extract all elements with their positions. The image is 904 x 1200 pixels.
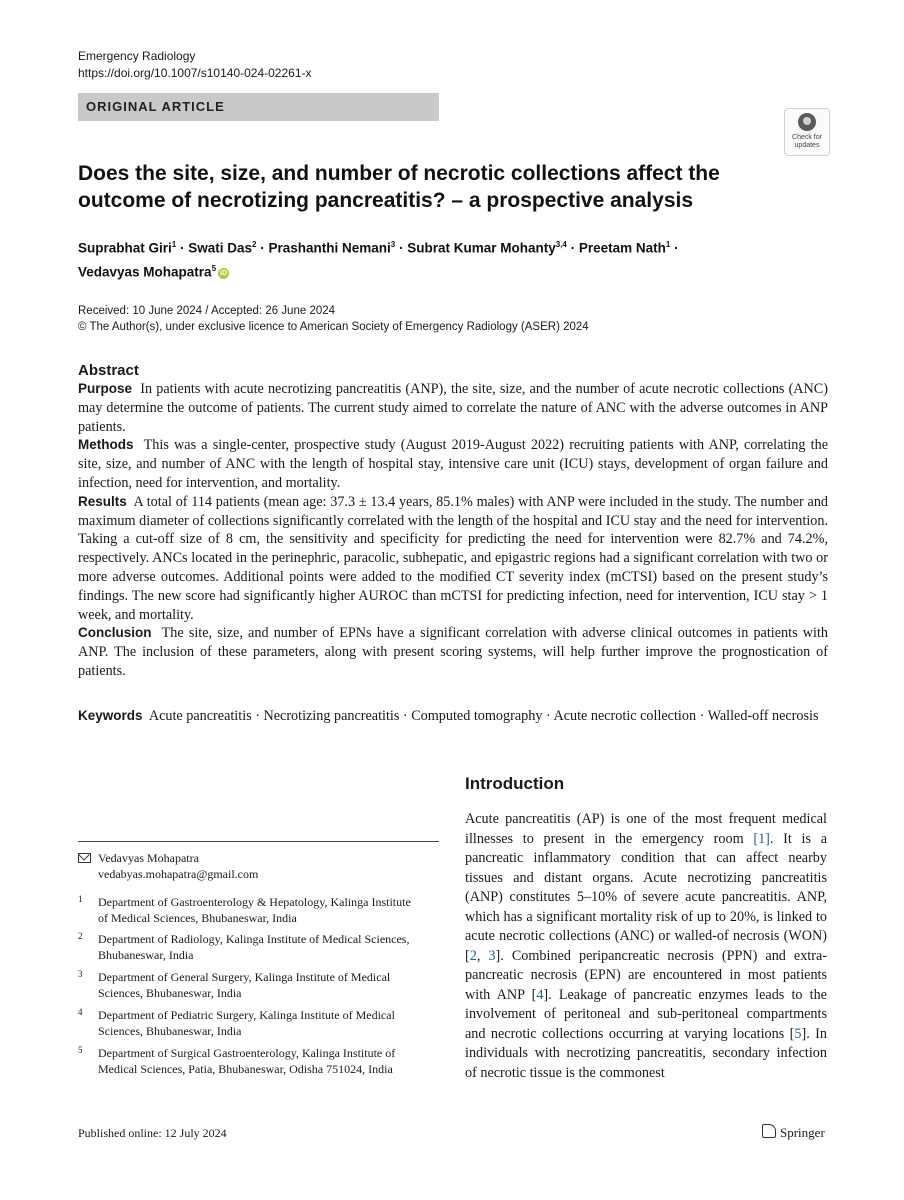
keywords (78, 706, 828, 726)
affiliation-text: Department of General Surgery, Kalinga Institute of Medical Sciences, Bhubaneswar, India (98, 970, 391, 1000)
check-for-updates-label: Check for updates (792, 134, 822, 149)
abstract-purpose (78, 380, 828, 436)
abstract-conclusion-text: The site, size, and number of EPNs have a significant correlation with adverse clinical outcomes in patients with ANP. The inclusion of these parameters, along with present scoring systems, will help further improve the prognostication of patients. (78, 625, 828, 679)
check-for-updates-icon (798, 113, 816, 131)
abstract-methods (78, 436, 828, 492)
affiliation-text: Department of Pediatric Surgery, Kalinga Institute of Medical Sciences, Bhubaneswar, India (98, 1008, 395, 1038)
doi-link[interactable]: https://doi.org/10.1007/s10140-024-02261-x (78, 66, 312, 80)
citation-link[interactable]: [1] (753, 830, 770, 847)
intro-text: , (476, 947, 489, 964)
journal-name: Emergency Radiology (78, 49, 196, 63)
keywords-label: Keywords (78, 708, 143, 723)
corresponding-author-name: Vedavyas Mohapatra (98, 851, 199, 865)
affiliation-text: Department of Radiology, Kalinga Institute of Medical Sciences, Bhubaneswar, India (98, 932, 410, 962)
affiliation-number: 2 (78, 931, 83, 941)
affiliation-text: Department of Gastroenterology & Hepatology, Kalinga Institute of Medical Sciences, Bhubaneswar, India (98, 895, 411, 925)
affiliation-number: 1 (78, 894, 83, 904)
citation-link[interactable]: 5 (794, 1025, 802, 1042)
abstract-conclusion-label: Conclusion (78, 625, 152, 641)
intro-text: ]. Leakage of pancreatic enzymes leads to the involvement of peritoneal and sub-peritoneal compartments and necrotic collections occurring at varying locations [ (465, 986, 827, 1042)
abstract-results-text: A total of 114 patients (mean age: 37.3 ± 13.4 years, 85.1% males) with ANP were included in the study. The number and maximum diameter of collections significantly correlated with the length of the hospital and ICU stay and the need for intervention. Taking a cut-off size of 8 cm, the sensitivity and specificity for predicting the need for intervention were 82.7% and 74.2%, respectively. ANCs located in the perinephric, paracolic, subhepatic, and epigastric regions had a significant correlation with two or more adverse outcomes. Additional points were added to the modified CT severity index (mCTSI) based on the present study’s findings. The new score had significantly higher AUROC than mCTSI for predicting infection, need for intervention, ICU stay > 1 week, and mortality. (78, 493, 829, 623)
author-affiliation-sup: 1 (665, 240, 671, 249)
intro-text: . It is a pancreatic inflammatory condition that can affect nearby tissues and distant organs. Acute necrotizing pancreatitis (ANP) constitutes 5–10% of severe acute pancreatitis. ANP, which has a significant mortality risk of up to 20%, is linked to acute necrotic collections (ANC) or walled-of necrosis (WON) [ (465, 830, 827, 964)
author-affiliation-sup: 2 (252, 240, 257, 249)
keywords-text: Acute pancreatitis · Necrotizing pancreatitis · Computed tomography · Acute necrotic collection · Walled-off necrosis (148, 708, 819, 724)
abstract-methods-text: This was a single-center, prospective study (August 2019-August 2022) recruiting patients with ANP, correlating the site, size, and number of ANC with the length of hospital stay, intensive care unit (ICU) stays, development of organ failure and infection, need for intervention, and mortality. (78, 437, 828, 491)
article-title: Does the site, size, and number of necrotic collections affect the outcome of necrotizing pancreatitis? – a prospective analysis (78, 162, 720, 212)
affiliation-number: 3 (78, 969, 83, 979)
publisher-logo (762, 1124, 825, 1141)
article-type-label: ORIGINAL ARTICLE (86, 99, 225, 114)
author-affiliation-sup: 3,4 (555, 240, 567, 249)
introduction-body (465, 810, 827, 1083)
published-online-date: Published online: 12 July 2024 (78, 1126, 227, 1140)
envelope-icon (78, 853, 91, 863)
author-affiliation-sup: 5 (211, 263, 217, 273)
citation-link[interactable]: 4 (536, 986, 544, 1003)
abstract-purpose-label: Purpose (78, 381, 133, 396)
author-name[interactable]: Prashanthi Nemani (268, 240, 391, 256)
copyright-notice: © The Author(s), under exclusive licence to American Society of Emergency Radiology (ASER) 2024 (78, 321, 589, 333)
citation-link[interactable]: 2 (469, 947, 477, 964)
intro-text: Acute pancreatitis (AP) is one of the most frequent medical illnesses to present in the emergency room (465, 811, 827, 847)
received-accepted-dates: Received: 10 June 2024 / Accepted: 26 June 2024 (78, 305, 336, 317)
author-name[interactable]: Swati Das (188, 240, 252, 256)
introduction-heading: Introduction (465, 774, 565, 793)
author-name[interactable]: Preetam Nath (578, 240, 666, 256)
abstract-results (78, 493, 828, 625)
author-list: Suprabhat Giri$^1$ · Swati Das$^2$ · Prashanthi Nemani$^3$ · Subrat Kumar Mohanty$^{3,4}$ · Preetam Nath$^1$ · Vedavyas Mohapatra$^5$iD (78, 240, 679, 279)
abstract-conclusion (78, 624, 828, 680)
affiliation-number: 5 (78, 1045, 83, 1055)
article-type-banner (78, 93, 439, 121)
author-name[interactable]: Vedavyas Mohapatra (78, 264, 212, 279)
abstract-heading: Abstract (78, 362, 139, 379)
publisher-name: Springer (780, 1125, 825, 1140)
affiliation-number: 4 (78, 1007, 83, 1017)
author-name[interactable]: Subrat Kumar Mohanty (407, 240, 556, 256)
footnote-divider (78, 841, 439, 842)
abstract-purpose-text: In patients with acute necrotizing pancreatitis (ANP), the site, size, and the number of acute necrotic collections (ANC) may determine the outcome of patients. The current study aimed to correlate the nature of ANC with the adverse outcomes in ANP patients. (78, 381, 828, 435)
affiliation-text: Department of Surgical Gastroenterology, Kalinga Institute of Medical Sciences, Patia, Bhubaneswar, Odisha 751024, India (98, 1046, 396, 1076)
corresponding-author-email[interactable]: vedabyas.mohapatra@gmail.com (98, 867, 259, 881)
intro-text: ]. Combined peripancreatic necrosis (PPN) and extra-pancreatic necrosis (EPN) are encountered in most patients with ANP [ (465, 947, 827, 1003)
author-affiliation-sup: 3 (390, 240, 396, 249)
abstract-methods-label: Methods (78, 437, 134, 453)
abstract-results-label: Results (78, 493, 127, 509)
citation-link[interactable]: 3 (488, 947, 496, 964)
springer-horse-icon (762, 1124, 776, 1138)
author-affiliation-sup: 1 (171, 240, 177, 249)
author-name[interactable]: Suprabhat Giri (78, 240, 172, 256)
check-for-updates-badge[interactable] (784, 108, 830, 156)
intro-text: ]. In individuals with necrotizing pancreatitis, secondary infection of necrotic tissue is the commonest (465, 1025, 827, 1081)
abstract-body (78, 380, 828, 681)
orcid-icon[interactable]: iD (220, 270, 228, 277)
